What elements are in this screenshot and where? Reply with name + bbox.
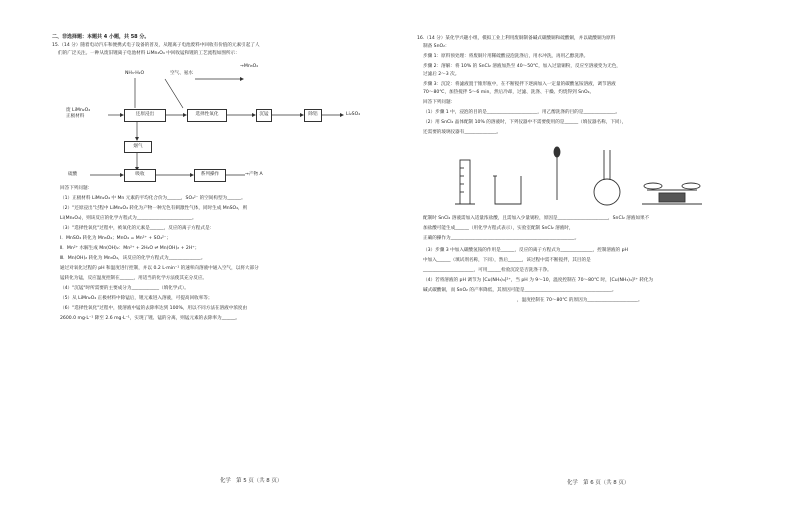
q16-item-2: （2）用 SnCl₂ 晶体配制 10% 的溶液时，下列仪器中不需要使用的是______（填仪器名称，下同）， <box>423 120 627 125</box>
q16-step-3: 步骤 3：沉淀：将滤液置于锥形瓶中，在不断搅拌下逐滴加入一定量的碳酸氢铵溶液，调节溶液 <box>423 82 616 87</box>
flow-box-selective-oxidation: 选择性氧化 <box>187 109 227 122</box>
q16-stem-line-1: 16.（14 分）某化学兴趣小组，模拟工业上利用废铜制备碱式碳酸铜和硫酸铜，并以硫酸铜为原料 <box>417 36 616 41</box>
q16-more-8: 碱式碳酸铜，而 SnO₂ 的产率降低，其原因可能是______________________________________。 <box>423 288 617 293</box>
right-page <box>397 0 794 519</box>
section-title: 二、非选择题：本题共 4 小题，共 58 分。 <box>52 34 150 40</box>
flow-mn3o4-product: →Mn₃O₄ <box>240 64 259 69</box>
q15-item-3: Li(Mn₂O₄)，则该反应的化学方程式为________________________。 <box>60 216 197 221</box>
graduated-cylinder-icon <box>455 160 475 204</box>
flow-box-series-operation: 系列操作 <box>194 169 226 182</box>
q16-more-5: 中加入______（填试剂名称，下同），然后______，该过程中需不断搅拌，其目的是 <box>423 258 591 263</box>
left-page-footer: 化学 第 5 页（共 8 页） <box>220 478 283 484</box>
flow-product-a: →产物 A <box>245 172 263 177</box>
q16-more-7: （4）若将溶液的 pH 调节为 [Cu(NH₃)₄]²⁺，当 pH 为 9～10，温度控制在 70～80℃ 时，[Cu(NH₃)₄]²⁺ 转化为 <box>423 278 654 283</box>
q15-item-9: 锰转化为锰，反应温度控制在______，用适当的化学方法使其充分反应。 <box>60 276 208 281</box>
q16-item-2-cont: 还需要的玻璃仪器有______________。 <box>423 130 502 135</box>
q15-item-8: 通过对氧化过程的 pH 和温度进行控制，并以 0.2 L·min⁻¹ 的速率向溶液中通入空气，以将大部分 <box>60 266 259 271</box>
q15-item-1: （1）正极材料 LiMn₂O₄ 中 Mn 元素的平均化合价为______，SO₄²⁻ 的空间构型为______。 <box>60 196 246 201</box>
flow-raw-material-1: 废 LiMn₂O₄ <box>66 108 91 113</box>
q15-item-4: （3）"选择性氧化"过程中，被氧化的元素是______，反应的离子方程式是： <box>60 226 215 231</box>
q15-item-7: Ⅲ．Mn(OH)₂ 转化为 Mn₃O₄，该反应的化学方程式为______________。 <box>60 256 206 261</box>
flow-raw-material-2: 正极材料 <box>66 114 85 119</box>
q16-more-2: 加盐酸可能生成______（用化学方程式表示），实验室配制 SnCl₂ 溶液时， <box>423 226 574 231</box>
flow-box-al-removal: 除铝 <box>304 109 322 122</box>
flow-box-mn-precipitation: 沉锰 <box>256 109 272 122</box>
q16-stem-line-2: 制备 SnO₂： <box>423 44 450 49</box>
q15-stem-line-2: 们的广泛关注。一种从废旧锂离子电池材料 LiMn₂O₄ 中回收锰和锂的工艺流程如图所示： <box>58 51 240 56</box>
q15-stem-line-1: 15.（14 分）随着电动汽车和便携式电子设备的普及，从锂离子电池废料中回收有价值的元素引起了人 <box>52 43 260 48</box>
beaker-icon <box>493 176 521 204</box>
q15-item-13: 2600.0 mg·L⁻¹ 降至 2.6 mg·L⁻¹，实现了锂、锰的分离，则锰元素的去除率为______。 <box>60 316 241 321</box>
q15-item-10: （4）"沉锰"时所需要的主要成分为____________（填化学式）。 <box>60 286 189 291</box>
q15-item-2: （2）"还原浸出"过程中 LiMn₂O₄ 转化为产物一种无色有刺激性气体，同时生成 MnSO₄，则 <box>60 206 248 211</box>
q16-more-1: 配制时 SnCl₂ 溶液需加入适量浓盐酸，且需加入少量锡粒，原因是______________________，SnCl₂ 溶液如果不 <box>423 216 650 221</box>
flow-box-absorption: 吸收 <box>124 169 156 182</box>
dropper-icon <box>554 147 560 200</box>
q15-item-11: （5）从 LiMn₂O₄ 正极材料中除锰后，锂元素进入溶液，可提高回收率等； <box>60 296 213 301</box>
q15-item-5: Ⅰ．MnSO₄ 转化为 Mn₃O₄；MnO₄ = Mn²⁺ + SO₄²⁻； <box>60 236 171 241</box>
q16-more-6: ______________________，可用______检验沉淀是否洗涤干净。 <box>423 268 552 273</box>
q15-item-6: Ⅱ．Mn²⁺ 水解生成 Mn(OH)₂：Mn²⁺ + 2H₂O ⇌ Mn(OH)₂ + 2H⁺； <box>60 246 200 251</box>
q16-step-1: 步骤 1：原料预处理：将废铜片用稀硫酸浸泡洗涤后，用水冲洗，再用乙醇洗涤。 <box>423 54 589 59</box>
right-page-footer: 化学 第 6 页（共 8 页） <box>567 480 630 486</box>
q16-step-2-cont: 过滤后 2～3 次。 <box>423 72 460 77</box>
q16-step-2: 步骤 2：溶解：将 10% 的 SnCl₂ 溶液加热至 40～50℃，加入过量铜粉，反应至溶液变为无色， <box>423 64 621 69</box>
q15-item-12: （6）"选择性氧化"过程中，使溶液中锰的去除率达到 100%，用以不同方法在溶液中浓度由 <box>60 306 248 311</box>
volumetric-flask-icon <box>594 150 620 205</box>
q15-answer-lead: 回答下列问题： <box>60 186 93 191</box>
flow-li2so4-product: Li₂SO₄ <box>346 112 361 117</box>
flow-feed-acid: 硫酸 <box>68 172 78 177</box>
q16-more-4: （3）步骤 3 中加入碳酸氢铵的作用是______，反应的离子方程式为______________，控制溶液的 pH <box>423 248 628 253</box>
q16-more-9: ，温度控制在 70～80℃ 的原因为______________________。 <box>517 298 643 303</box>
q16-more-3: 正确的操作为______________________________________________________。 <box>423 236 580 241</box>
flow-feed-ammonia: NH₃·H₂O <box>125 71 145 76</box>
flow-feed-air: 空气、氨水 <box>170 71 193 76</box>
balance-icon <box>642 183 702 204</box>
q16-answer-lead: 回答下列问题： <box>423 100 456 105</box>
flow-box-reduction-leach: 还原浸出 <box>124 109 166 122</box>
q16-item-1: （1）步骤 1 中，浸泡的目的是______________________，用乙醇洗涤的目的是______________。 <box>423 110 621 115</box>
flow-box-flue-gas: 烟气 <box>124 141 152 153</box>
q16-step-3-cont: 70～80℃，加热搅拌 5～6 min，然后冷却，过滤、洗涤、干燥、灼烧得到 SnO₂。 <box>423 90 595 95</box>
